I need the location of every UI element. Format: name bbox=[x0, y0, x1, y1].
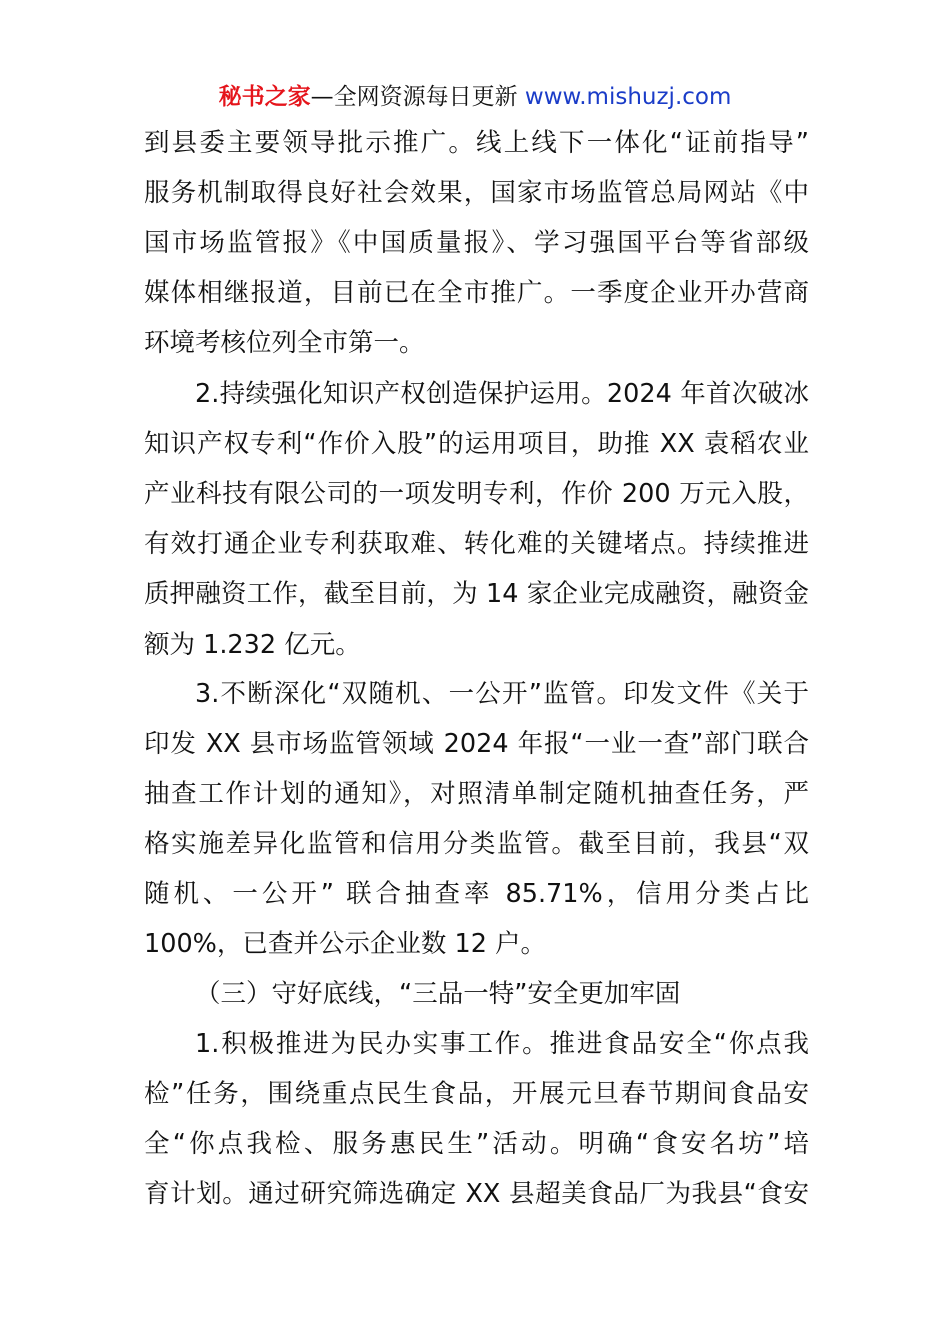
body-line: 印发 XX 县市场监管领域 2024 年报“一业一查”部门联合 bbox=[144, 729, 809, 759]
body-line: 100%，已查并公示企业数 12 户。 bbox=[144, 929, 547, 959]
body-line: 知识产权专利“作价入股”的运用项目，助推 XX 袁稻农业 bbox=[144, 429, 809, 459]
paragraph-heading: 3.不断深化“双随机、一公开”监管。印发文件《关于 bbox=[195, 679, 809, 709]
paragraph-heading: 2.持续强化知识产权创造保护运用。2024 年首次破冰 bbox=[195, 379, 809, 409]
site-brand: 秘书之家 bbox=[218, 84, 311, 110]
page-header bbox=[0, 82, 950, 112]
body-line: 格实施差异化监管和信用分类监管。截至目前，我县“双 bbox=[144, 829, 809, 859]
body-line: 媒体相继报道，目前已在全市推广。一季度企业开办营商 bbox=[144, 278, 809, 308]
body-line: 环境考核位列全市第一。 bbox=[144, 328, 425, 358]
body-line: 质押融资工作，截至目前，为 14 家企业完成融资，融资金 bbox=[144, 579, 809, 609]
body-line: 抽查工作计划的通知》，对照清单制定随机抽查任务，严 bbox=[144, 779, 809, 809]
body-line: 有效打通企业专利获取难、转化难的关键堵点。持续推进 bbox=[144, 529, 809, 559]
body-line: 额为 1.232 亿元。 bbox=[144, 630, 361, 660]
site-url[interactable]: www.mishuzj.com bbox=[524, 84, 732, 110]
body-line: 育计划。通过研究筛选确定 XX 县超美食品厂为我县“食安 bbox=[144, 1179, 809, 1209]
body-line: 产业科技有限公司的一项发明专利，作价 200 万元入股， bbox=[144, 479, 809, 509]
body-line: 检”任务，围绕重点民生食品，开展元旦春节期间食品安 bbox=[144, 1079, 809, 1109]
site-tagline: —全网资源每日更新 bbox=[310, 84, 518, 110]
body-line: 到县委主要领导批示推广。线上线下一体化“证前指导” bbox=[144, 128, 809, 158]
body-line: 国市场监管报》《中国质量报》、学习强国平台等省部级 bbox=[144, 228, 809, 258]
section-heading: （三）守好底线，“三品一特”安全更加牢固 bbox=[195, 979, 681, 1009]
body-line: 全“你点我检、服务惠民生”活动。明确“食安名坊”培 bbox=[144, 1129, 809, 1159]
paragraph-heading: 1.积极推进为民办实事工作。推进食品安全“你点我 bbox=[195, 1029, 809, 1059]
body-line: 服务机制取得良好社会效果，国家市场监管总局网站《中 bbox=[144, 178, 809, 208]
body-line: 随机、一公开” 联合抽查率 85.71%，信用分类占比 bbox=[144, 879, 809, 909]
